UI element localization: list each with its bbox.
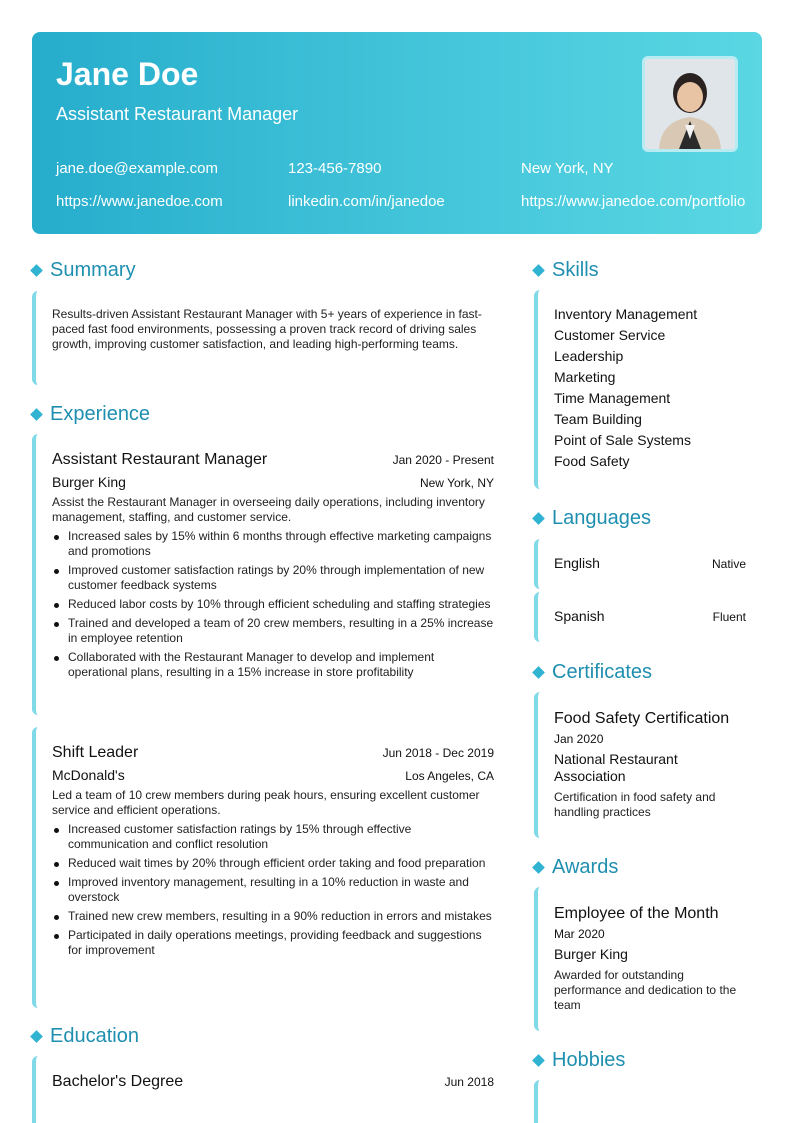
award-item <box>534 887 762 1031</box>
education-date: Jun 2018 <box>444 1075 494 1089</box>
hobbies-block <box>534 1080 762 1123</box>
awards-heading <box>534 856 618 879</box>
list-item: Increased sales by 15% within 6 months through effective marketing campaigns and promotions <box>52 529 494 559</box>
hobbies-heading <box>534 1049 625 1072</box>
language-item <box>534 592 762 642</box>
contact-linkedin[interactable]: linkedin.com/in/janedoe <box>288 193 445 210</box>
skill-item: Leadership <box>554 348 624 364</box>
diamond-icon <box>532 666 545 679</box>
summary-title: Summary <box>50 259 136 281</box>
skills-block <box>534 290 762 489</box>
experience-role: Shift Leader <box>52 744 139 761</box>
list-item: Collaborated with the Restaurant Manager to develop and implement operational plans, resulting in a 15% increase in store profitability <box>52 650 494 680</box>
list-item: Reduced labor costs by 10% through efficient scheduling and staffing strategies <box>52 597 494 612</box>
experience-location: New York, NY <box>419 476 494 490</box>
experience-bullets <box>52 529 494 680</box>
list-item: Trained new crew members, resulting in a 90% reduction in errors and mistakes <box>52 909 494 924</box>
language-name: Spanish <box>554 608 605 624</box>
skill-item: Customer Service <box>554 327 666 343</box>
contact-phone[interactable]: 123-456-7890 <box>288 160 382 177</box>
diamond-icon <box>30 1030 43 1043</box>
list-item: Participated in daily operations meetings, providing feedback and suggestions for improvement <box>52 928 494 958</box>
education-title: Education <box>50 1025 139 1047</box>
list-item: Increased customer satisfaction ratings by 15% through effective communication and conflict resolution <box>52 822 494 852</box>
award-description: Awarded for outstanding performance and dedication to the team <box>554 968 737 1012</box>
certificate-date: Jan 2020 <box>554 732 604 746</box>
experience-heading <box>32 403 150 426</box>
diamond-icon <box>532 264 545 277</box>
award-name: Employee of the Month <box>554 905 719 922</box>
skill-item: Team Building <box>554 411 642 427</box>
experience-company: Burger King <box>52 474 126 490</box>
experience-company: McDonald's <box>52 767 125 783</box>
certificate-description: Certification in food safety and handling practices <box>554 790 716 819</box>
certificate-item <box>534 692 762 838</box>
education-item <box>32 1056 494 1123</box>
list-item: Trained and developed a team of 20 crew members, resulting in a 25% increase in employee retention <box>52 616 494 646</box>
experience-location: Los Angeles, CA <box>405 769 494 783</box>
experience-dates: Jun 2018 - Dec 2019 <box>382 746 494 760</box>
profile-photo-icon <box>645 59 735 149</box>
contact-website[interactable]: https://www.janedoe.com <box>56 193 223 210</box>
list-item: Reduced wait times by 20% through efficient order taking and food preparation <box>52 856 494 871</box>
experience-bullets <box>52 822 494 958</box>
language-level: Native <box>711 557 746 571</box>
profile-photo <box>642 56 738 152</box>
list-item: Improved customer satisfaction ratings by 20% through implementation of new customer feedback systems <box>52 563 494 593</box>
summary-heading <box>32 259 136 282</box>
experience-item <box>32 434 494 715</box>
awards-title: Awards <box>552 856 619 878</box>
list-item: Improved inventory management, resulting in a 10% reduction in waste and overstock <box>52 875 494 905</box>
skill-item: Time Management <box>554 390 671 406</box>
skills-heading <box>534 259 599 282</box>
skill-item: Inventory Management <box>554 306 698 322</box>
diamond-icon <box>532 861 545 874</box>
experience-description: Assist the Restaurant Manager in overseeing daily operations, including inventory management, staffing, and customer service. <box>52 495 485 524</box>
skills-title: Skills <box>552 259 599 281</box>
languages-title: Languages <box>552 507 651 529</box>
language-item <box>534 539 762 589</box>
diamond-icon <box>30 264 43 277</box>
experience-title: Experience <box>50 403 151 425</box>
education-heading <box>32 1025 139 1048</box>
award-date: Mar 2020 <box>554 927 605 941</box>
diamond-icon <box>532 512 545 525</box>
contact-email[interactable]: jane.doe@example.com <box>56 160 218 177</box>
language-name: English <box>554 555 600 571</box>
experience-description: Led a team of 10 crew members during peak hours, ensuring excellent customer service and efficient operations. <box>52 788 480 817</box>
certificate-org: National Restaurant Association <box>554 751 678 784</box>
candidate-name: Jane Doe <box>56 56 199 92</box>
skill-item: Food Safety <box>554 453 630 469</box>
contact-location: New York, NY <box>521 160 614 177</box>
skill-item: Marketing <box>554 369 616 385</box>
language-level: Fluent <box>712 610 746 624</box>
resume-header <box>32 32 762 234</box>
summary-text: Results-driven Assistant Restaurant Manager with 5+ years of experience in fast-paced fast food environments, possessing a proven track record of driving sales growth, improving customer satisfaction, and leading high-performing teams. <box>52 307 482 351</box>
summary-block <box>32 291 494 385</box>
experience-dates: Jan 2020 - Present <box>392 453 494 467</box>
award-org: Burger King <box>554 946 628 962</box>
education-degree: Bachelor's Degree <box>52 1073 184 1090</box>
languages-heading <box>534 507 651 530</box>
experience-item <box>32 727 494 1008</box>
skill-item: Point of Sale Systems <box>554 432 691 448</box>
diamond-icon <box>532 1054 545 1067</box>
experience-role: Assistant Restaurant Manager <box>52 451 268 468</box>
certificates-title: Certificates <box>552 661 653 683</box>
candidate-title: Assistant Restaurant Manager <box>56 104 299 124</box>
contact-portfolio[interactable]: https://www.janedoe.com/portfolio <box>521 193 746 210</box>
hobbies-title: Hobbies <box>552 1049 626 1071</box>
certificates-heading <box>534 661 652 684</box>
diamond-icon <box>30 408 43 421</box>
certificate-name: Food Safety Certification <box>554 710 730 727</box>
